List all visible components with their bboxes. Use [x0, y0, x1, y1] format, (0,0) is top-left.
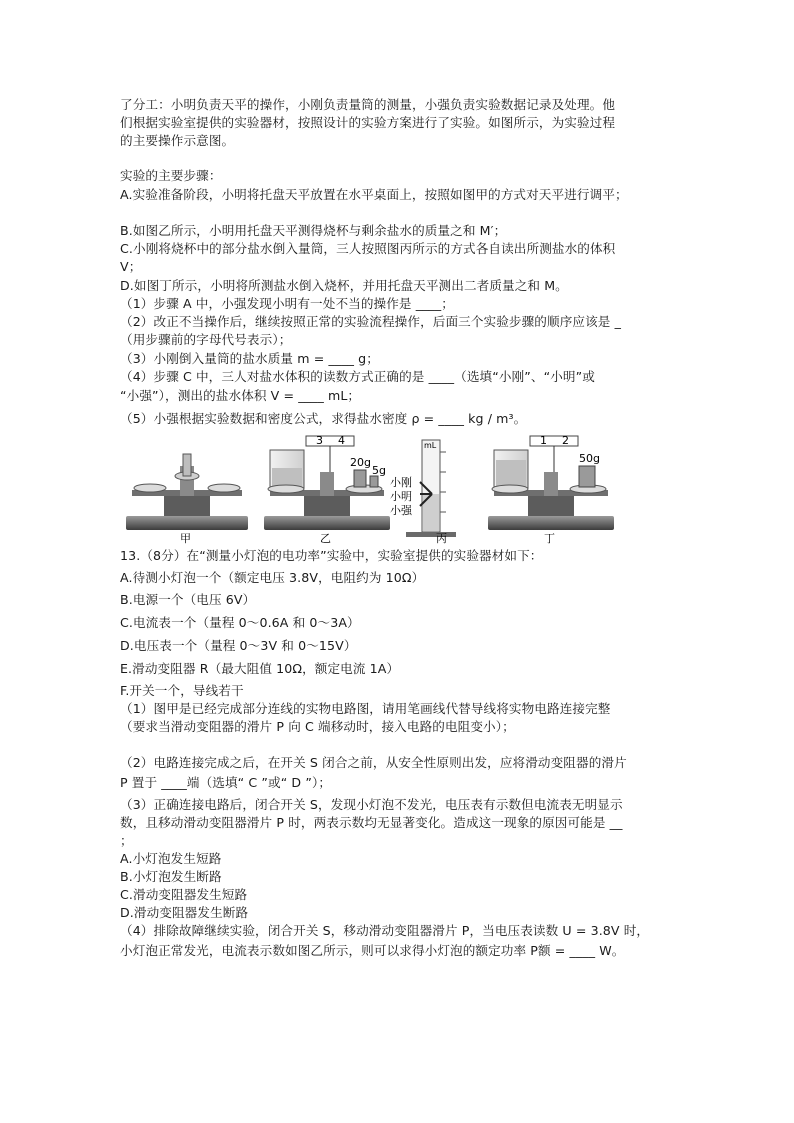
q13-2-cont: P 置于 ____端（选填“ C ”或“ D ”）； — [120, 775, 332, 790]
scale-num-4: 4 — [338, 434, 345, 447]
panel-yi — [264, 436, 390, 530]
weight-50g: 50g — [579, 452, 600, 465]
text-line-4: 实验的主要步骤： — [120, 168, 222, 183]
step-a: A.实验准备阶段，小明将托盘天平放置在水平桌面上，按照如图甲的方式对天平进行调平； — [120, 187, 628, 202]
reader-xiaoming: 小明 — [390, 490, 412, 503]
question-5: （5）小强根据实验数据和密度公式，求得盐水密度 ρ = ____ kg / m³。 — [120, 411, 527, 426]
equipment-b: B.电源一个（电压 6V） — [120, 592, 256, 607]
experiment-figure — [120, 432, 676, 544]
equipment-c: C.电流表一个（量程 0～0.6A 和 0～3A） — [120, 615, 360, 630]
option-b: B.小灯泡发生断路 — [120, 869, 222, 884]
panel-label-bing: 丙 — [436, 532, 447, 544]
step-d: D.如图丁所示，小明将所测盐水倒入烧杯，并用托盘天平测出二者质量之和 M。 — [120, 278, 568, 293]
scale-num-1: 1 — [540, 434, 547, 447]
scale-num-3: 3 — [316, 434, 323, 447]
text-line-2: 们根据实验室提供的实验器材，按照设计的实验方案进行了实验。如图所示，为实验过程 — [120, 115, 616, 130]
panel-label-ding: 丁 — [544, 532, 555, 544]
equipment-a: A.待测小灯泡一个（额定电压 3.8V，电阻约为 10Ω） — [120, 570, 425, 585]
step-c: C.小刚将烧杯中的部分盐水倒入量筒，三人按照图丙所示的方式各自读出所测盐水的体积 — [120, 241, 616, 256]
weight-20g: 20g — [350, 456, 371, 469]
option-d: D.滑动变阻器发生断路 — [120, 905, 249, 920]
panel-ding — [488, 436, 614, 530]
q13-3-end: ； — [120, 833, 133, 848]
panel-jia — [126, 454, 248, 530]
equipment-d: D.电压表一个（量程 0～3V 和 0～15V） — [120, 638, 357, 653]
weight-5g: 5g — [372, 464, 386, 477]
option-c: C.滑动变阻器发生短路 — [120, 887, 248, 902]
reader-xiaoqiang: 小强 — [390, 504, 412, 517]
question-2: （2）改正不当操作后，继续按照正常的实验流程操作，后面三个实验步骤的顺序应该是 _ — [120, 314, 621, 329]
q13-1: （1）图甲是已经完成部分连线的实物电路图，请用笔画线代替导线将实物电路连接完整 — [120, 701, 611, 716]
step-b: B.如图乙所示，小明用托盘天平测得烧杯与剩余盐水的质量之和 M′； — [120, 223, 507, 238]
scale-num-2: 2 — [562, 434, 569, 447]
equipment-e: E.滑动变阻器 R（最大阻值 10Ω，额定电流 1A） — [120, 661, 400, 676]
reader-xiaogang: 小刚 — [390, 476, 412, 489]
panel-label-yi: 乙 — [320, 532, 331, 544]
question-4-cont: “小强”），测出的盐水体积 V = ____ mL； — [120, 388, 361, 403]
q13-1-cont: （要求当滑动变阻器的滑片 P 向 C 端移动时，接入电路的电阻变小）； — [120, 719, 515, 734]
q13-4: （4）排除故障继续实验，闭合开关 S，移动滑动变阻器滑片 P，当电压表读数 U = 3.8V 时， — [120, 923, 650, 938]
balance-illustration — [120, 432, 676, 544]
question-3: （3）小刚倒入量筒的盐水质量 m = ____ g； — [120, 351, 379, 366]
equipment-f: F.开关一个，导线若干 — [120, 683, 244, 698]
problem-13-title: 13.（8分）在“测量小灯泡的电功率”实验中，实验室提供的实验器材如下： — [120, 548, 543, 563]
question-1: （1）步骤 A 中，小强发现小明有一处不当的操作是 ____； — [120, 296, 454, 311]
q13-3: （3）正确连接电路后，闭合开关 S，发现小灯泡不发光，电压表有示数但电流表无明显示 — [120, 797, 623, 812]
q13-4-cont: 小灯泡正常发光，电流表示数如图乙所示，则可以求得小灯泡的额定功率 P额 = ____ W。 — [120, 943, 625, 958]
text-line-3: 的主要操作示意图。 — [120, 133, 235, 148]
q13-3-cont: 数，且移动滑动变阻器滑片 P 时，两表示数均无显著变化。造成这一现象的原因可能是 __ — [120, 815, 623, 830]
panel-label-jia: 甲 — [180, 532, 191, 544]
question-2-cont: （用步骤前的字母代号表示）； — [120, 332, 292, 347]
step-c-cont: V； — [120, 259, 142, 274]
q13-2: （2）电路连接完成之后，在开关 S 闭合之前，从安全性原则出发，应将滑动变阻器的滑片 — [120, 755, 627, 770]
option-a: A.小灯泡发生短路 — [120, 851, 222, 866]
panel-bing — [406, 440, 456, 537]
text-line-1: 了分工：小明负责天平的操作，小刚负责量筒的测量，小强负责实验数据记录及处理。他 — [120, 97, 616, 112]
question-4: （4）步骤 C 中，三人对盐水体积的读数方式正确的是 ____（选填“小刚”、“小明”或 — [120, 369, 595, 384]
cylinder-unit: mL — [424, 441, 437, 450]
